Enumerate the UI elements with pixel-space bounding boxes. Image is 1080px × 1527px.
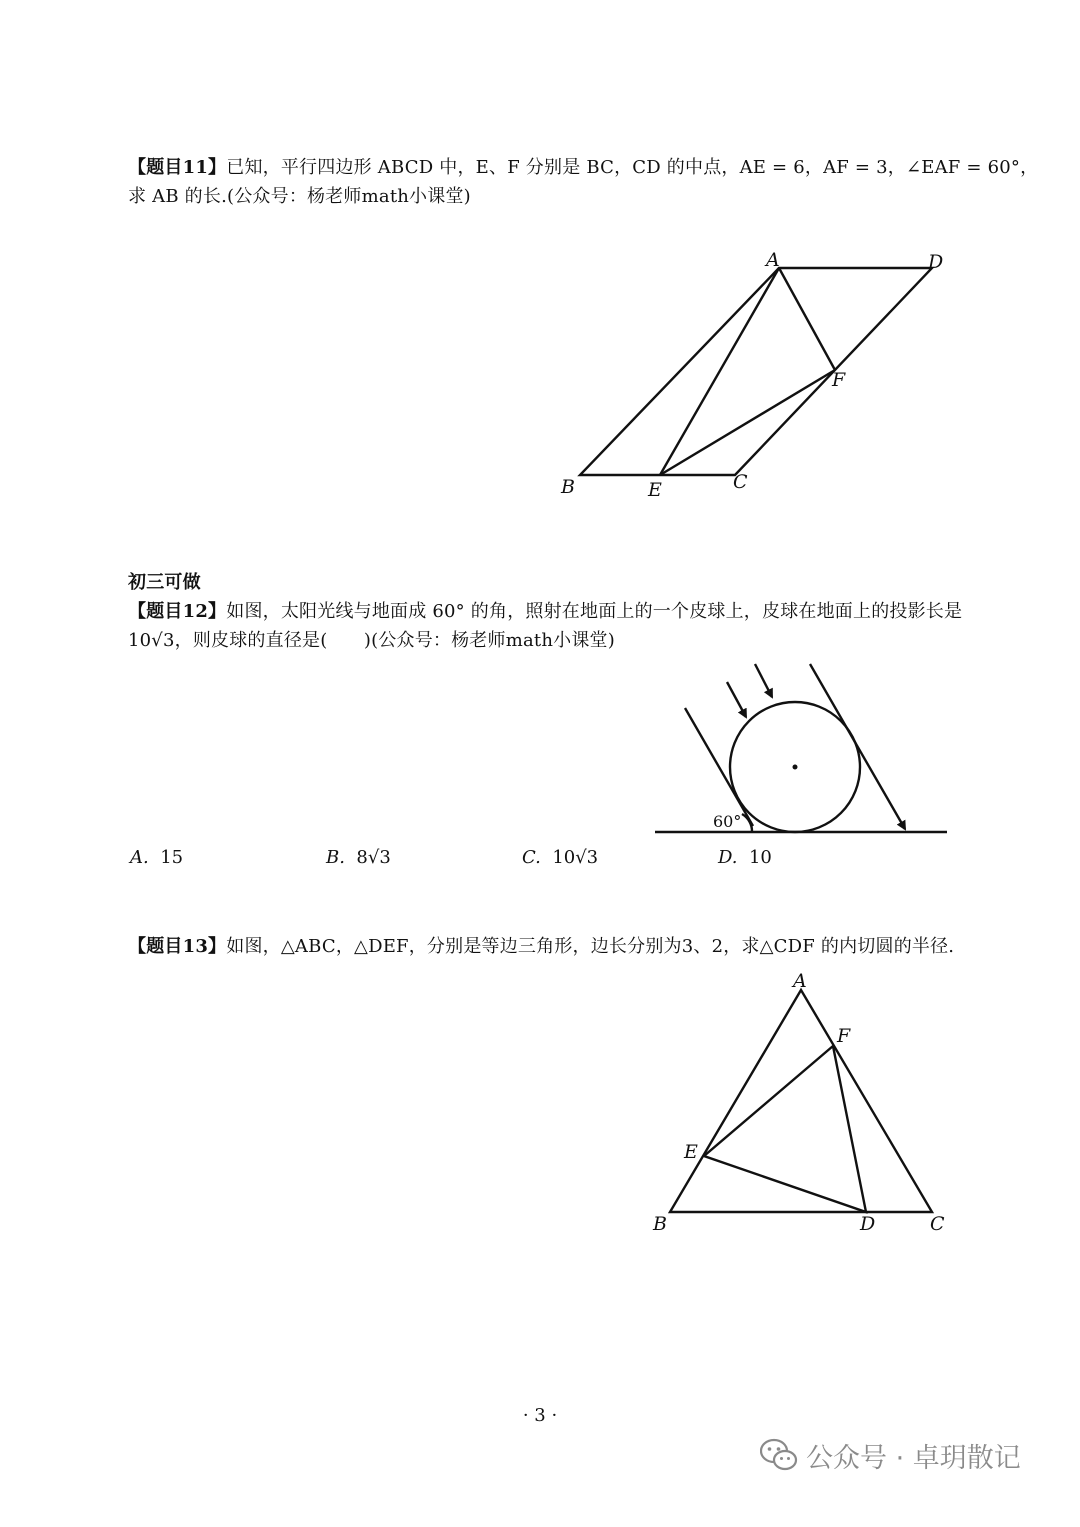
q12-option-a-value: 15 [160,847,184,868]
q12-option-a-letter: A. [130,847,149,868]
wechat-icon [760,1438,798,1472]
q11-text-line1: 已知，平行四边形 ABCD 中，E、F 分别是 BC，CD 的中点，AE = 6，AF = 3，∠EAF = 60°， [226,157,1039,178]
q13-point-f: F [837,1025,851,1047]
q12-option-a [130,845,183,871]
page-number: · 3 · [522,1405,558,1426]
q12-option-c-letter: C. [522,847,541,868]
q12-option-d [718,845,772,871]
q12-option-b-letter: B. [326,847,345,868]
q12-option-b [326,845,391,871]
segment-af [779,268,835,370]
q12-angle-label: 60° [713,812,742,831]
angle-arc [742,814,752,832]
q12-sunlight-ball-figure [640,655,960,845]
q12-option-d-value: 10 [748,847,772,868]
segment-ef [660,370,835,475]
section-heading: 初三可做 [128,572,201,593]
triangle-def [704,1046,866,1212]
q13-point-a: A [793,970,807,992]
q13-point-d: D [860,1213,876,1235]
sunray-arrow-1 [727,682,746,717]
q11-point-b: B [561,476,575,498]
triangle-abc [670,990,932,1212]
q13-line1 [128,934,954,960]
ball-center-dot [793,765,798,770]
q11-label: 【题目11】 [128,157,227,178]
q12-option-b-value: 8√3 [356,847,391,868]
q11-point-c: C [733,471,748,493]
q12-option-c-value: 10√3 [552,847,599,868]
q11-point-e: E [648,479,662,501]
q11-point-f: F [832,369,846,391]
q12-line2: 10√3，则皮球的直径是( )(公众号：杨老师math小课堂) [128,630,615,651]
sunray-right-arrow [810,664,905,829]
q11-point-a: A [766,249,780,271]
sunray-arrow-2 [755,664,772,697]
q13-point-b: B [653,1213,667,1235]
q13-label: 【题目13】 [128,936,227,957]
q12-option-c [522,845,598,871]
q12-option-d-letter: D. [718,847,738,868]
q11-line1 [128,155,1038,181]
q13-text-line1: 如图，△ABC，△DEF，分别是等边三角形，边长分别为3、2，求△CDF 的内切圆的半径. [226,936,955,957]
q13-point-e: E [684,1141,698,1163]
sunray-left [685,708,753,826]
q11-point-d: D [928,251,944,273]
watermark-text: 公众号 · 卓玥散记 [806,1442,1021,1474]
q12-label: 【题目12】 [128,601,227,622]
parallelogram-abcd [580,268,932,475]
q13-triangles-figure [640,965,960,1235]
q11-parallelogram-figure [540,240,980,510]
q13-point-c: C [930,1213,945,1235]
q12-text-line1: 如图，太阳光线与地面成 60° 的角，照射在地面上的一个皮球上，皮球在地面上的投影长是 [226,601,963,622]
q11-line2: 求 AB 的长.(公众号：杨老师math小课堂) [128,186,471,207]
q12-line1 [128,599,962,625]
watermark [760,1430,1060,1480]
